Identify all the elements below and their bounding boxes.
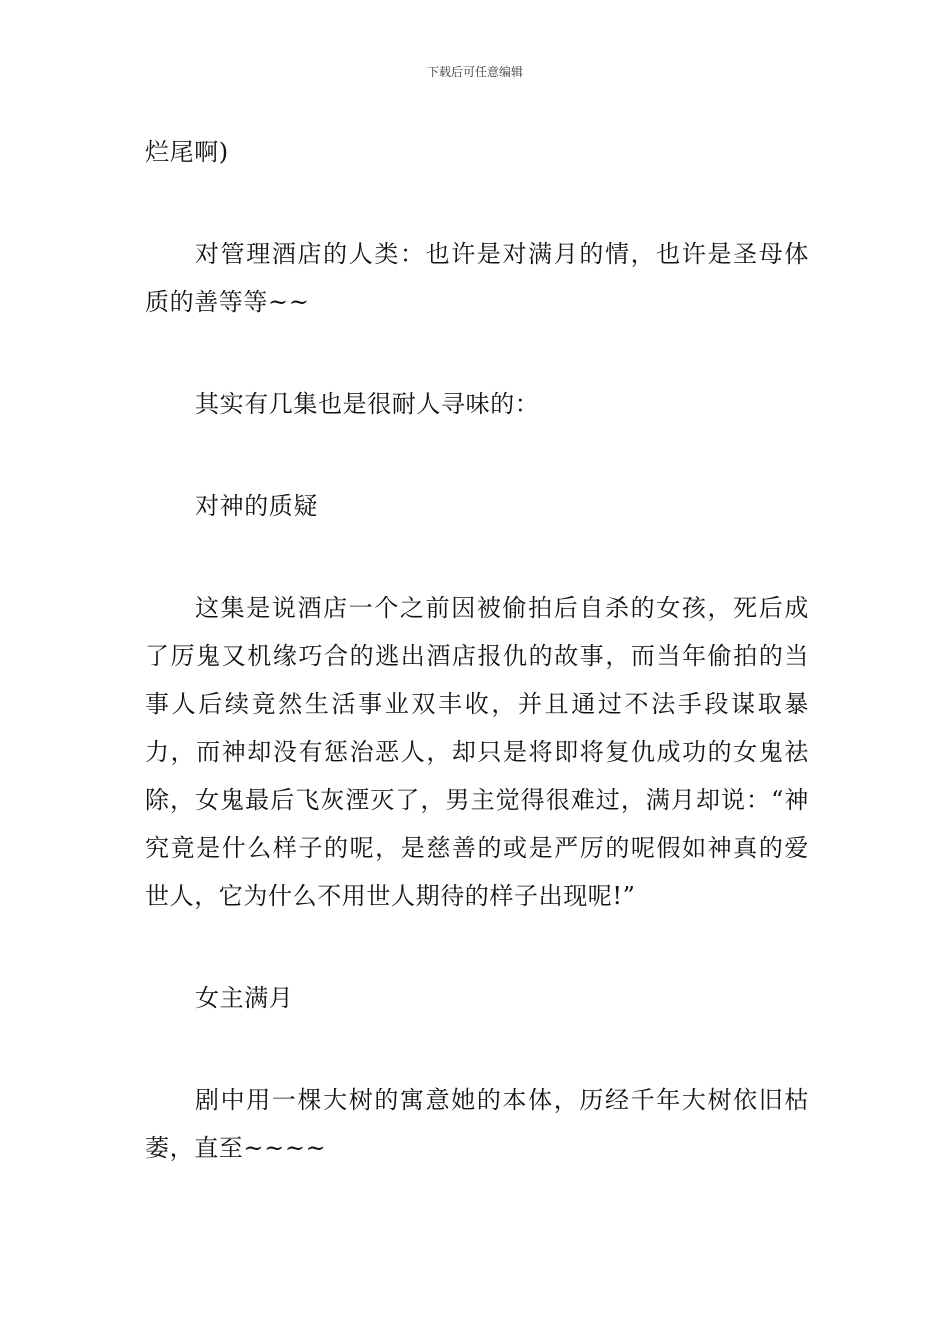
paragraph-hotel-humans: 对管理酒店的人类：也许是对满月的情，也许是圣母体质的善等等~~ — [145, 240, 809, 316]
paragraph-continuation: 烂尾啊) — [145, 138, 229, 166]
section-heading-god-doubt: 对神的质疑 — [195, 492, 318, 520]
page-header: 下载后可任意编辑 — [426, 65, 523, 79]
paragraph-episodes-intro: 其实有几集也是很耐人寻味的： — [195, 390, 540, 418]
paragraph-episode-story: 这集是说酒店一个之前因被偷拍后自杀的女孩，死后成了厉鬼又机缘巧合的逃出酒店报仇的故事，而当年偷拍的当事人后续竟然生活事业双丰收，并且通过不法手段谋取暴力，而神却没有惩治恶人，却只是将即将复仇成功的女鬼祛除，女鬼最后飞灰湮灭了，男主觉得很难过，满月却说：“神究竟是什么样子的呢，是慈善的或是严厉的呢假如神真的爱世人，它为什么不用世人期待的样子出现呢!” — [145, 594, 809, 910]
section-heading-heroine: 女主满月 — [195, 984, 294, 1012]
paragraph-big-tree: 剧中用一棵大树的寓意她的本体，历经千年大树依旧枯萎，直至~~~~ — [145, 1086, 809, 1162]
document-body — [145, 128, 809, 1172]
